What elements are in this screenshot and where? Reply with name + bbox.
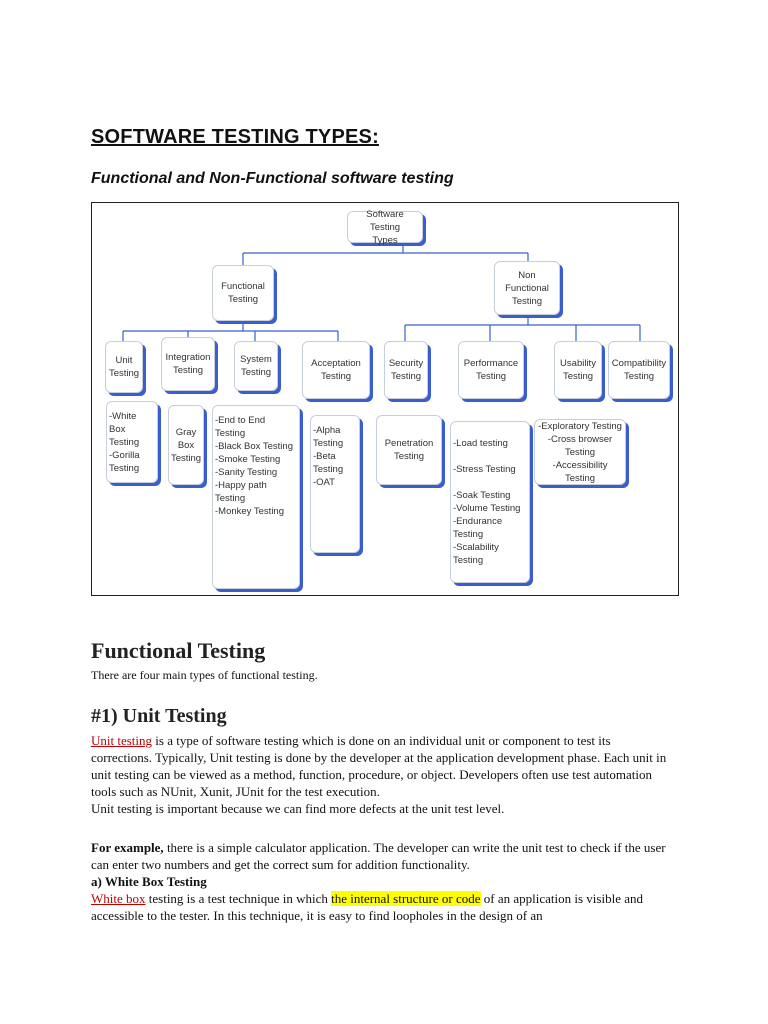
- unit-testing-detail: -White Box Testing -Gorilla Testing: [106, 401, 158, 483]
- unit-testing-paragraph: [91, 732, 671, 800]
- unit-testing-node: Unit Testing: [105, 341, 143, 393]
- white-box-heading: a) White Box Testing: [91, 874, 207, 889]
- non-functional-node: Non Functional Testing: [494, 261, 560, 315]
- white-box-text: testing is a test technique in which: [145, 891, 332, 906]
- performance-testing-node: Performance Testing: [458, 341, 524, 399]
- connector-lines: [92, 203, 680, 597]
- section-title: Functional Testing: [91, 638, 266, 663]
- integration-testing-node: Integration Testing: [161, 337, 215, 391]
- system-testing-node: System Testing: [234, 341, 278, 391]
- acceptance-testing-detail: -Alpha Testing -Beta Testing -OAT: [310, 415, 360, 553]
- security-testing-node: Security Testing: [384, 341, 428, 399]
- security-testing-detail: Penetration Testing: [376, 415, 442, 485]
- usability-testing-detail: -Exploratory Testing -Cross browser Testing -Accessibility Testing: [534, 419, 626, 485]
- unit-testing-text: is a type of software testing which is done on an individual unit or component to test its corrections. Typically, Unit testing is done by the developer at the application development phase. Each unit in unit testing can be viewed as a method, function, procedure, or object. Developers often use test automation tools such as NUnit, Xunit, JUnit for the test execution.: [91, 733, 667, 799]
- white-box-paragraph: [91, 890, 671, 924]
- testing-types-diagram: [91, 202, 679, 596]
- performance-testing-detail: -Load testing -Stress Testing -Soak Testing -Volume Testing -Endurance Testing -Scalability Testing: [450, 421, 530, 583]
- compatibility-testing-node: Compatibility Testing: [608, 341, 670, 399]
- functional-node: Functional Testing: [212, 265, 274, 321]
- example-paragraph: [91, 839, 671, 873]
- example-label: For example,: [91, 840, 164, 855]
- highlighted-text: the internal structure or code: [331, 891, 481, 906]
- usability-testing-node: Usability Testing: [554, 341, 602, 399]
- example-text: there is a simple calculator application. The developer can write the unit test to check if the user can enter two numbers and get the correct sum for addition functionality.: [91, 840, 666, 872]
- root-node: Software Testing Types: [347, 211, 423, 243]
- unit-testing-importance: Unit testing is important because we can find more defects at the unit test level.: [91, 801, 505, 816]
- acceptance-testing-node: Acceptation Testing: [302, 341, 370, 399]
- unit-testing-link[interactable]: Unit testing: [91, 733, 153, 748]
- document-subtitle: Functional and Non-Functional software testing: [91, 170, 454, 187]
- section-intro: There are four main types of functional testing.: [91, 668, 318, 682]
- document-title: SOFTWARE TESTING TYPES:: [91, 126, 379, 148]
- integration-testing-detail: Gray Box Testing: [168, 405, 204, 485]
- unit-testing-heading: #1) Unit Testing: [91, 705, 227, 727]
- white-box-link[interactable]: White box: [91, 891, 146, 906]
- white-box-text-rest: of an application is visible and accessible to the tester. In this technique, it is easy to find loopholes in the design of an: [91, 891, 643, 923]
- system-testing-detail: -End to End Testing -Black Box Testing -Smoke Testing -Sanity Testing -Happy path Testing -Monkey Testing: [212, 405, 300, 589]
